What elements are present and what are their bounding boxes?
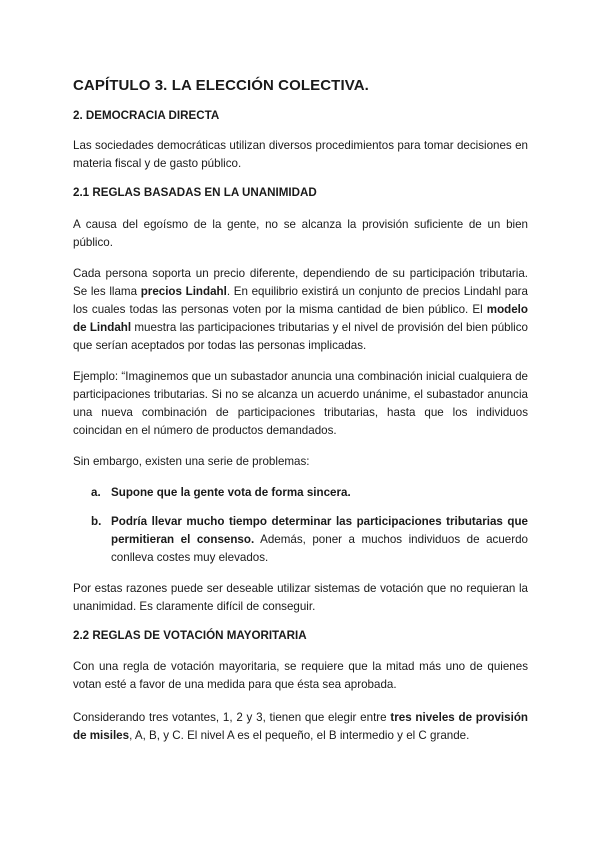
- text-run: muestra las participaciones tributarias y el nivel de provisión del bien público que serían aceptados por todas las personas implicadas.: [73, 321, 529, 352]
- list-marker: a.: [91, 486, 101, 499]
- text-run: Cada persona soporta un precio diferente, dependiendo de su participación tributaria. Se les llama: [73, 267, 528, 298]
- paragraph-precios-lindahl: [73, 265, 528, 355]
- bold-term-niveles-misiles: tres niveles de provisión de misiles: [73, 711, 528, 742]
- list-item-bold-text: Podría llevar mucho tiempo determinar las participaciones tributarias que permitieran el consenso.: [111, 515, 528, 546]
- paragraph-egoismo: A causa del egoísmo de la gente, no se alcanza la provisión suficiente de un bien público.: [73, 218, 528, 249]
- paragraph-intro: Las sociedades democráticas utilizan diversos procedimientos para tomar decisiones en materia fiscal y de gasto público.: [73, 139, 528, 170]
- paragraph-regla-mayoritaria: Con una regla de votación mayoritaria, se requiere que la mitad más uno de quienes votan esté a favor de una medida para que ésta sea aprobada.: [73, 660, 528, 691]
- list-item-bold-text: Supone que la gente vota de forma sincera.: [111, 486, 351, 499]
- list-item-text: Además, poner a muchos individuos de acuerdo conlleva costes muy elevados.: [111, 533, 528, 564]
- text-run: . En equilibrio existirá un conjunto de precios Lindahl para los cuales todas las personas voten por la misma cantidad de bien público. El: [73, 285, 528, 316]
- bold-term-modelo-lindahl: modelo de Lindahl: [73, 303, 528, 334]
- text-run: Considerando tres votantes, 1, 2 y 3, tienen que elegir entre: [73, 711, 391, 724]
- paragraph-tres-votantes: [73, 709, 528, 745]
- section-heading-democracia-directa: 2. DEMOCRACIA DIRECTA: [73, 109, 220, 122]
- section-heading-unanimidad: 2.1 REGLAS BASADAS EN LA UNANIMIDAD: [73, 186, 317, 199]
- chapter-title: CAPÍTULO 3. LA ELECCIÓN COLECTIVA.: [73, 77, 369, 94]
- bold-term-precios-lindahl: precios Lindahl: [140, 285, 227, 298]
- list-item: [91, 513, 528, 567]
- paragraph-ejemplo: Ejemplo: “Imaginemos que un subastador anuncia una combinación inicial cualquiera de participaciones tributarias. Si no se alcanza un acuerdo unánime, el subastador anuncia una nueva combinación de participaciones tributarias, hasta que los individuos coincidan en el número de productos demandados.: [73, 370, 528, 437]
- text-run: , A, B, y C. El nivel A es el pequeño, el B intermedio y el C grande.: [129, 729, 470, 742]
- list-marker: b.: [91, 515, 102, 528]
- paragraph-problemas-intro: Sin embargo, existen una serie de problemas:: [73, 455, 310, 468]
- section-heading-mayoritaria: 2.2 REGLAS DE VOTACIÓN MAYORITARIA: [73, 629, 307, 642]
- paragraph-razones: Por estas razones puede ser deseable utilizar sistemas de votación que no requieran la unanimidad. Es claramente difícil de conseguir.: [73, 582, 528, 613]
- list-item: [91, 484, 528, 502]
